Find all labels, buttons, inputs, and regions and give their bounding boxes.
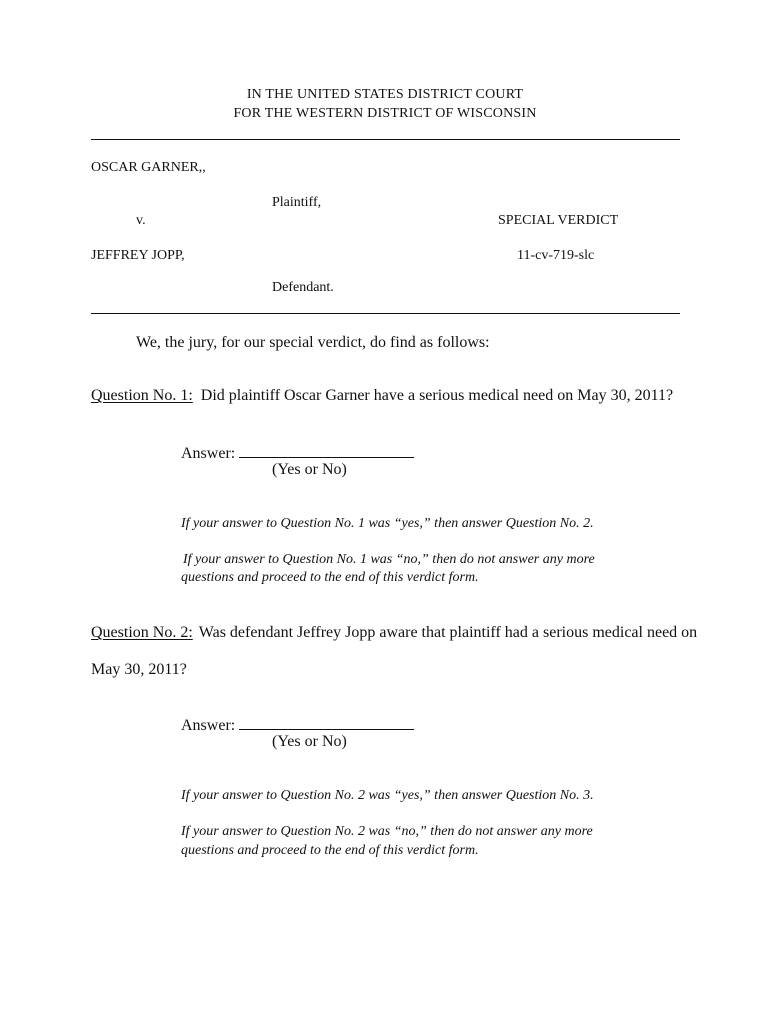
caption-top-rule bbox=[91, 139, 680, 140]
caption-bottom-rule bbox=[91, 313, 680, 314]
question-2-instruction-no-line-2: questions and proceed to the end of this verdict form. bbox=[181, 843, 479, 858]
question-2-text-line-2: May 30, 2011? bbox=[91, 661, 187, 678]
answer-hint: (Yes or No) bbox=[272, 461, 347, 478]
question-1-instruction-no-line-1: If your answer to Question No. 1 was “no,” then do not answer any more bbox=[183, 552, 595, 567]
question-2 bbox=[91, 624, 697, 642]
court-name-line-1: IN THE UNITED STATES DISTRICT COURT bbox=[246, 87, 524, 102]
verdict-intro: We, the jury, for our special verdict, do find as follows: bbox=[136, 334, 490, 351]
question-1-label: Question No. 1: bbox=[91, 387, 193, 404]
plaintiff-name: OSCAR GARNER,, bbox=[91, 160, 206, 175]
question-1-answer bbox=[181, 442, 414, 463]
question-2-instruction-yes: If your answer to Question No. 2 was “yes,” then answer Question No. 3. bbox=[181, 788, 594, 803]
question-1-instruction-yes: If your answer to Question No. 1 was “yes,” then answer Question No. 2. bbox=[181, 516, 594, 531]
question-2-label: Question No. 2: bbox=[91, 624, 193, 641]
answer-hint: (Yes or No) bbox=[272, 733, 347, 750]
question-1-text: Did plaintiff Oscar Garner have a serious medical need on May 30, 2011? bbox=[200, 387, 674, 404]
question-2-text-line-1: Was defendant Jeffrey Jopp aware that plaintiff had a serious medical need on bbox=[198, 624, 698, 641]
answer-blank-2[interactable] bbox=[239, 714, 414, 730]
plaintiff-role: Plaintiff, bbox=[272, 195, 322, 210]
answer-label: Answer: bbox=[181, 445, 236, 462]
answer-label: Answer: bbox=[181, 717, 236, 734]
case-number: 11-cv-719-slc bbox=[517, 248, 595, 263]
defendant-name: JEFFREY JOPP, bbox=[91, 248, 185, 263]
question-2-instruction-no-line-1: If your answer to Question No. 2 was “no,” then do not answer any more bbox=[181, 824, 593, 839]
answer-blank-1[interactable] bbox=[239, 442, 414, 458]
question-2-answer bbox=[181, 714, 414, 735]
versus: v. bbox=[136, 213, 146, 228]
court-name-line-2: FOR THE WESTERN DISTRICT OF WISCONSIN bbox=[233, 106, 537, 121]
question-1-instruction-no-line-2: questions and proceed to the end of this verdict form. bbox=[181, 570, 479, 585]
document-title: SPECIAL VERDICT bbox=[498, 213, 619, 228]
question-1 bbox=[91, 387, 673, 405]
defendant-role: Defendant. bbox=[272, 280, 334, 295]
